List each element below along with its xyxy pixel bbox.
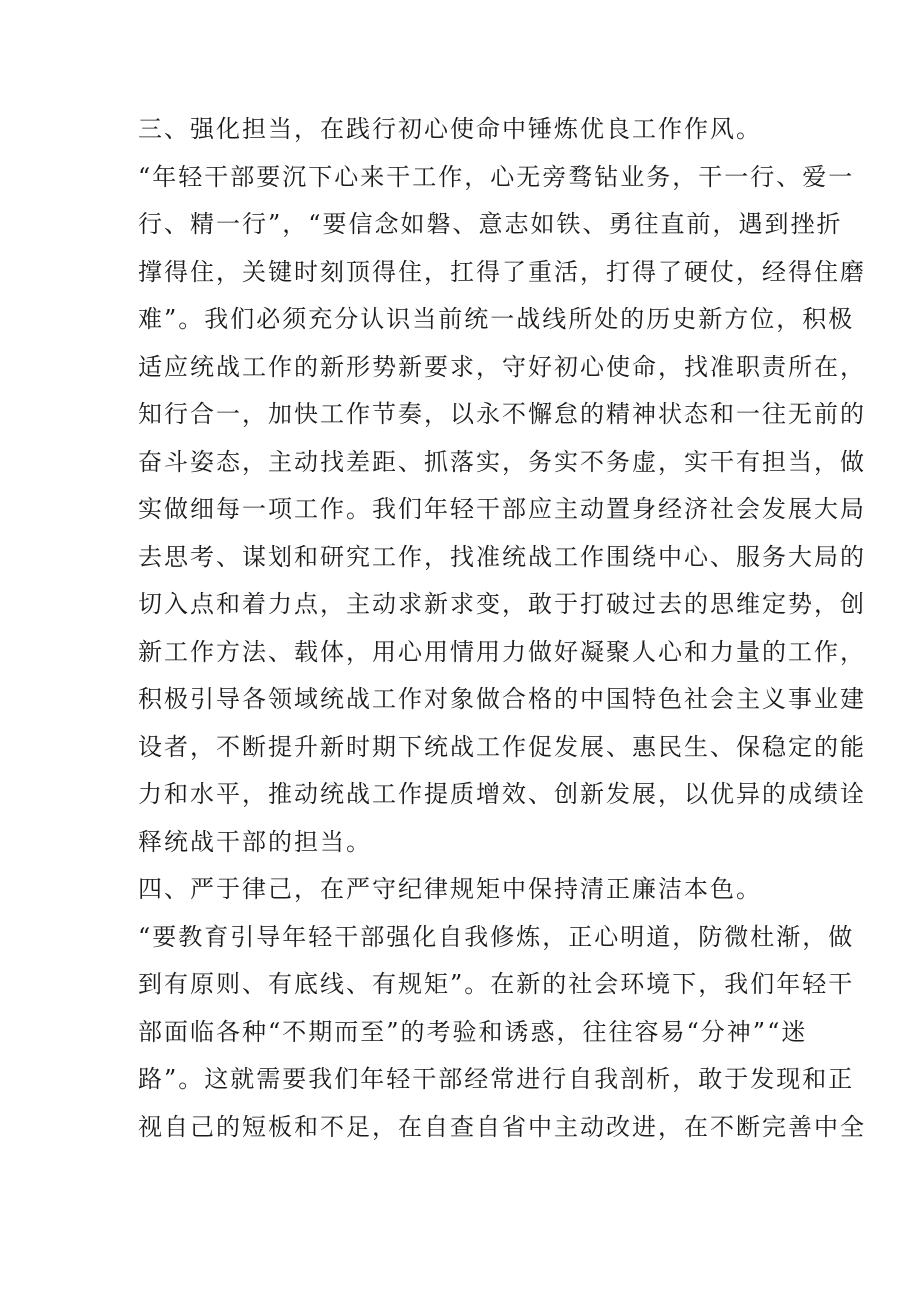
text-line: “年轻干部要沉下心来干工作，心无旁骛钻业务，干一行、爱一 <box>138 162 855 191</box>
text-line: 撑得住，关键时刻顶得住，扛得了重活，打得了硬仗，经得住磨 <box>138 257 866 286</box>
text-line: 设者，不断提升新时期下统战工作促发展、惠民生、保稳定的能 <box>138 732 866 761</box>
text-line: 知行合一，加快工作节奏，以永不懈怠的精神状态和一往无前的 <box>138 400 866 428</box>
text-line: 力和水平，推动统战工作提质增效、创新发展，以优异的成绩诠 <box>138 780 866 808</box>
text-line: 释统战干部的担当。 <box>138 827 372 856</box>
text-line: 新工作方法、载体，用心用情用力做好凝聚人心和力量的工作， <box>138 637 866 666</box>
text-line: 部面临各种“不期而至”的考验和诱惑，往往容易“分神”“迷 <box>138 1017 808 1046</box>
text-line: “要教育引导年轻干部强化自我修炼，正心明道，防微杜渐，做 <box>138 922 855 951</box>
text-line: 到有原则、有底线、有规矩”。在新的社会环境下，我们年轻干 <box>138 970 855 998</box>
text-line: 路”。这就需要我们年轻干部经常进行自我剖析，敢于发现和正 <box>138 1065 855 1093</box>
text-line: 积极引导各领域统战工作对象做合格的中国特色社会主义事业建 <box>138 685 866 713</box>
text-line: 视自己的短板和不足，在自查自省中主动改进，在不断完善中全 <box>138 1112 866 1141</box>
text-line: 行、精一行”，“要信念如磐、意志如铁、勇往直前，遇到挫折 <box>138 210 843 238</box>
text-line: 适应统战工作的新形势新要求，守好初心使命，找准职责所在， <box>138 352 866 381</box>
text-line: 切入点和着力点，主动求新求变，敢于打破过去的思维定势，创 <box>138 590 866 618</box>
text-line: 难”。我们必须充分认识当前统一战线所处的历史新方位，积极 <box>138 305 855 333</box>
text-line: 去思考、谋划和研究工作，找准统战工作围绕中心、服务大局的 <box>138 542 866 571</box>
text-line: 实做细每一项工作。我们年轻干部应主动置身经济社会发展大局 <box>138 495 866 523</box>
section-heading-4: 四、严于律己，在严守纪律规矩中保持清正廉洁本色。 <box>138 875 762 903</box>
text-line: 奋斗姿态，主动找差距、抓落实，务实不务虚，实干有担当，做 <box>138 447 866 476</box>
section-heading-3: 三、强化担当，在践行初心使命中锤炼优良工作作风。 <box>138 115 762 143</box>
body-text <box>138 106 866 1151</box>
